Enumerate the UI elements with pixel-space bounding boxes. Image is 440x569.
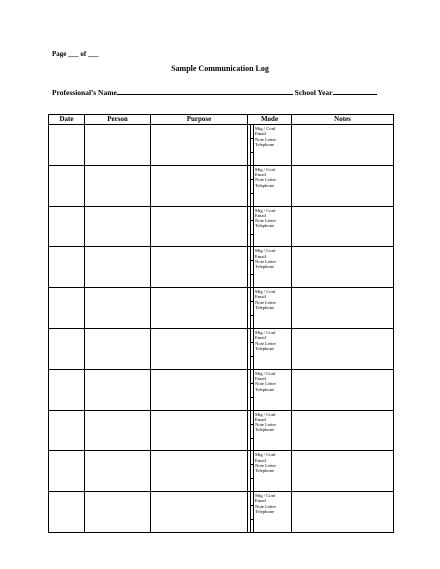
mode-options: [255, 452, 276, 473]
mode-checklist: [248, 329, 291, 369]
mode-tick: [250, 438, 254, 439]
school-year-label: School Year: [294, 88, 333, 97]
mode-checklist: [248, 247, 291, 287]
purpose-cell[interactable]: [151, 328, 248, 369]
notes-cell[interactable]: [292, 165, 394, 206]
mode-option[interactable]: Telephone: [255, 427, 275, 433]
notes-cell[interactable]: [292, 125, 394, 166]
professional-name-row: [52, 88, 377, 97]
column-header-date: Date: [49, 115, 85, 125]
mode-divider: [253, 329, 254, 369]
mode-divider: [250, 492, 251, 532]
mode-checklist: [248, 125, 291, 165]
person-cell[interactable]: [85, 410, 151, 451]
purpose-cell[interactable]: [151, 451, 248, 492]
date-cell[interactable]: [49, 369, 85, 410]
mode-divider: [250, 329, 251, 369]
mode-option[interactable]: Email: [255, 172, 266, 178]
mode-tick: [250, 220, 254, 221]
mode-option[interactable]: Mtg / Conf: [255, 370, 276, 376]
mode-option[interactable]: Telephone: [255, 223, 275, 229]
date-cell[interactable]: [49, 125, 85, 166]
purpose-cell[interactable]: [151, 125, 248, 166]
notes-cell[interactable]: [292, 410, 394, 451]
date-cell[interactable]: [49, 328, 85, 369]
mode-tick: [250, 424, 254, 425]
date-cell[interactable]: [49, 206, 85, 247]
mode-divider: [250, 125, 251, 165]
mode-option[interactable]: Email: [255, 131, 266, 137]
person-cell[interactable]: [85, 165, 151, 206]
mode-cell[interactable]: [248, 328, 292, 369]
person-cell[interactable]: [85, 247, 151, 288]
column-header-notes: Notes: [292, 115, 394, 125]
mode-divider: [253, 411, 254, 451]
mode-options: [255, 493, 276, 514]
mode-cell[interactable]: [248, 288, 292, 329]
column-header-person: Person: [85, 115, 151, 125]
mode-option[interactable]: Mtg / Conf: [255, 411, 276, 417]
mode-divider: [253, 166, 254, 206]
mode-option[interactable]: Email: [255, 294, 266, 300]
mode-tick: [250, 234, 254, 235]
mode-divider: [250, 207, 251, 247]
mode-divider: [253, 125, 254, 165]
person-cell[interactable]: [85, 492, 151, 533]
mode-divider: [250, 288, 251, 328]
mode-option[interactable]: Email: [255, 212, 266, 218]
column-header-mode: Mode: [248, 115, 292, 125]
mode-option[interactable]: Mtg / Conf: [255, 493, 276, 499]
notes-cell[interactable]: [292, 492, 394, 533]
person-cell[interactable]: [85, 451, 151, 492]
mode-option[interactable]: Email: [255, 335, 266, 341]
purpose-cell[interactable]: [151, 247, 248, 288]
table-row: [49, 451, 394, 492]
mode-divider: [250, 247, 251, 287]
person-cell[interactable]: [85, 288, 151, 329]
mode-checklist: [248, 411, 291, 451]
mode-checklist: [248, 451, 291, 491]
mode-cell[interactable]: [248, 206, 292, 247]
mode-divider: [253, 247, 254, 287]
mode-option[interactable]: Note Letter: [255, 422, 277, 428]
school-year-field[interactable]: [333, 88, 377, 95]
mode-tick: [250, 519, 254, 520]
mode-checklist: [248, 492, 291, 532]
table-row: [49, 410, 394, 451]
mode-option[interactable]: Note Letter: [255, 258, 277, 264]
column-header-purpose: Purpose: [151, 115, 248, 125]
mode-checklist: [248, 166, 291, 206]
mode-checklist: [248, 370, 291, 410]
date-cell[interactable]: [49, 165, 85, 206]
mode-option[interactable]: Telephone: [255, 264, 275, 270]
person-cell[interactable]: [85, 125, 151, 166]
mode-cell[interactable]: [248, 125, 292, 166]
mode-option[interactable]: Email: [255, 498, 266, 504]
mode-tick: [250, 152, 254, 153]
mode-option[interactable]: Note Letter: [255, 503, 277, 509]
table-row: [49, 165, 394, 206]
mode-tick: [250, 342, 254, 343]
mode-cell[interactable]: [248, 451, 292, 492]
person-cell[interactable]: [85, 328, 151, 369]
mode-tick: [250, 260, 254, 261]
mode-options: [255, 289, 276, 310]
mode-option[interactable]: Note Letter: [255, 177, 277, 183]
mode-option[interactable]: Mtg / Conf: [255, 289, 276, 295]
mode-checklist: [248, 207, 291, 247]
table-row: [49, 288, 394, 329]
date-cell[interactable]: [49, 492, 85, 533]
mode-option[interactable]: Note Letter: [255, 299, 277, 305]
purpose-cell[interactable]: [151, 165, 248, 206]
mode-option[interactable]: Mtg / Conf: [255, 126, 276, 131]
mode-tick: [250, 179, 254, 180]
mode-option[interactable]: Telephone: [255, 141, 275, 147]
mode-option[interactable]: Telephone: [255, 182, 275, 188]
mode-options: [255, 371, 276, 392]
mode-option[interactable]: Telephone: [255, 386, 275, 392]
mode-options: [255, 248, 276, 269]
mode-options: [255, 167, 276, 188]
mode-option[interactable]: Telephone: [255, 305, 275, 311]
mode-option[interactable]: Telephone: [255, 345, 275, 351]
mode-divider: [253, 492, 254, 532]
mode-tick: [250, 356, 254, 357]
mode-options: [255, 412, 276, 433]
page-number-line: Page ___ of ___: [52, 50, 99, 58]
mode-option[interactable]: Email: [255, 376, 266, 382]
mode-tick: [250, 315, 254, 316]
mode-tick: [250, 301, 254, 302]
purpose-cell[interactable]: [151, 492, 248, 533]
mode-tick: [250, 397, 254, 398]
mode-option[interactable]: Email: [255, 457, 266, 463]
purpose-cell[interactable]: [151, 369, 248, 410]
page-title: Sample Communication Log: [171, 64, 269, 73]
notes-cell[interactable]: [292, 288, 394, 329]
mode-tick: [250, 383, 254, 384]
mode-cell[interactable]: [248, 369, 292, 410]
purpose-cell[interactable]: [151, 288, 248, 329]
notes-cell[interactable]: [292, 328, 394, 369]
mode-option[interactable]: Mtg / Conf: [255, 329, 276, 335]
mode-divider: [253, 207, 254, 247]
table-row: [49, 369, 394, 410]
notes-cell[interactable]: [292, 369, 394, 410]
mode-divider: [250, 451, 251, 491]
mode-options: [255, 208, 276, 229]
mode-cell[interactable]: [248, 247, 292, 288]
mode-cell[interactable]: [248, 165, 292, 206]
mode-tick: [250, 274, 254, 275]
mode-option[interactable]: Email: [255, 253, 266, 259]
professional-name-field[interactable]: [117, 88, 293, 95]
mode-divider: [253, 370, 254, 410]
communication-log-table: [48, 114, 394, 533]
mode-option[interactable]: Mtg / Conf: [255, 248, 276, 254]
mode-tick: [250, 478, 254, 479]
mode-tick: [250, 193, 254, 194]
professional-name-label: Professional’s Name: [52, 88, 117, 97]
mode-divider: [253, 451, 254, 491]
mode-option[interactable]: Mtg / Conf: [255, 166, 276, 172]
mode-option[interactable]: Note Letter: [255, 340, 277, 346]
table-row: [49, 492, 394, 533]
mode-option[interactable]: Note Letter: [255, 462, 277, 468]
table-row: [49, 328, 394, 369]
mode-tick: [250, 505, 254, 506]
mode-option[interactable]: Email: [255, 416, 266, 422]
date-cell[interactable]: [49, 410, 85, 451]
purpose-cell[interactable]: [151, 206, 248, 247]
person-cell[interactable]: [85, 206, 151, 247]
mode-option[interactable]: Note Letter: [255, 218, 277, 224]
mode-cell[interactable]: [248, 410, 292, 451]
mode-option[interactable]: Telephone: [255, 509, 275, 515]
mode-tick: [250, 138, 254, 139]
date-cell[interactable]: [49, 288, 85, 329]
mode-option[interactable]: Telephone: [255, 468, 275, 474]
mode-divider: [250, 370, 251, 410]
table-row: [49, 125, 394, 166]
notes-cell[interactable]: [292, 451, 394, 492]
table-row: [49, 247, 394, 288]
mode-option[interactable]: Note Letter: [255, 381, 277, 387]
notes-cell[interactable]: [292, 206, 394, 247]
mode-divider: [253, 288, 254, 328]
purpose-cell[interactable]: [151, 410, 248, 451]
date-cell[interactable]: [49, 247, 85, 288]
date-cell[interactable]: [49, 451, 85, 492]
mode-divider: [250, 166, 251, 206]
mode-options: [255, 330, 276, 351]
mode-divider: [250, 411, 251, 451]
mode-checklist: [248, 288, 291, 328]
person-cell[interactable]: [85, 369, 151, 410]
mode-options: [255, 126, 276, 147]
table-body: [49, 125, 394, 533]
mode-cell[interactable]: [248, 492, 292, 533]
mode-option[interactable]: Mtg / Conf: [255, 207, 276, 213]
mode-tick: [250, 464, 254, 465]
mode-option[interactable]: Mtg / Conf: [255, 452, 276, 458]
mode-option[interactable]: Note Letter: [255, 136, 277, 142]
table-row: [49, 206, 394, 247]
notes-cell[interactable]: [292, 247, 394, 288]
table-header-row: [49, 115, 394, 125]
